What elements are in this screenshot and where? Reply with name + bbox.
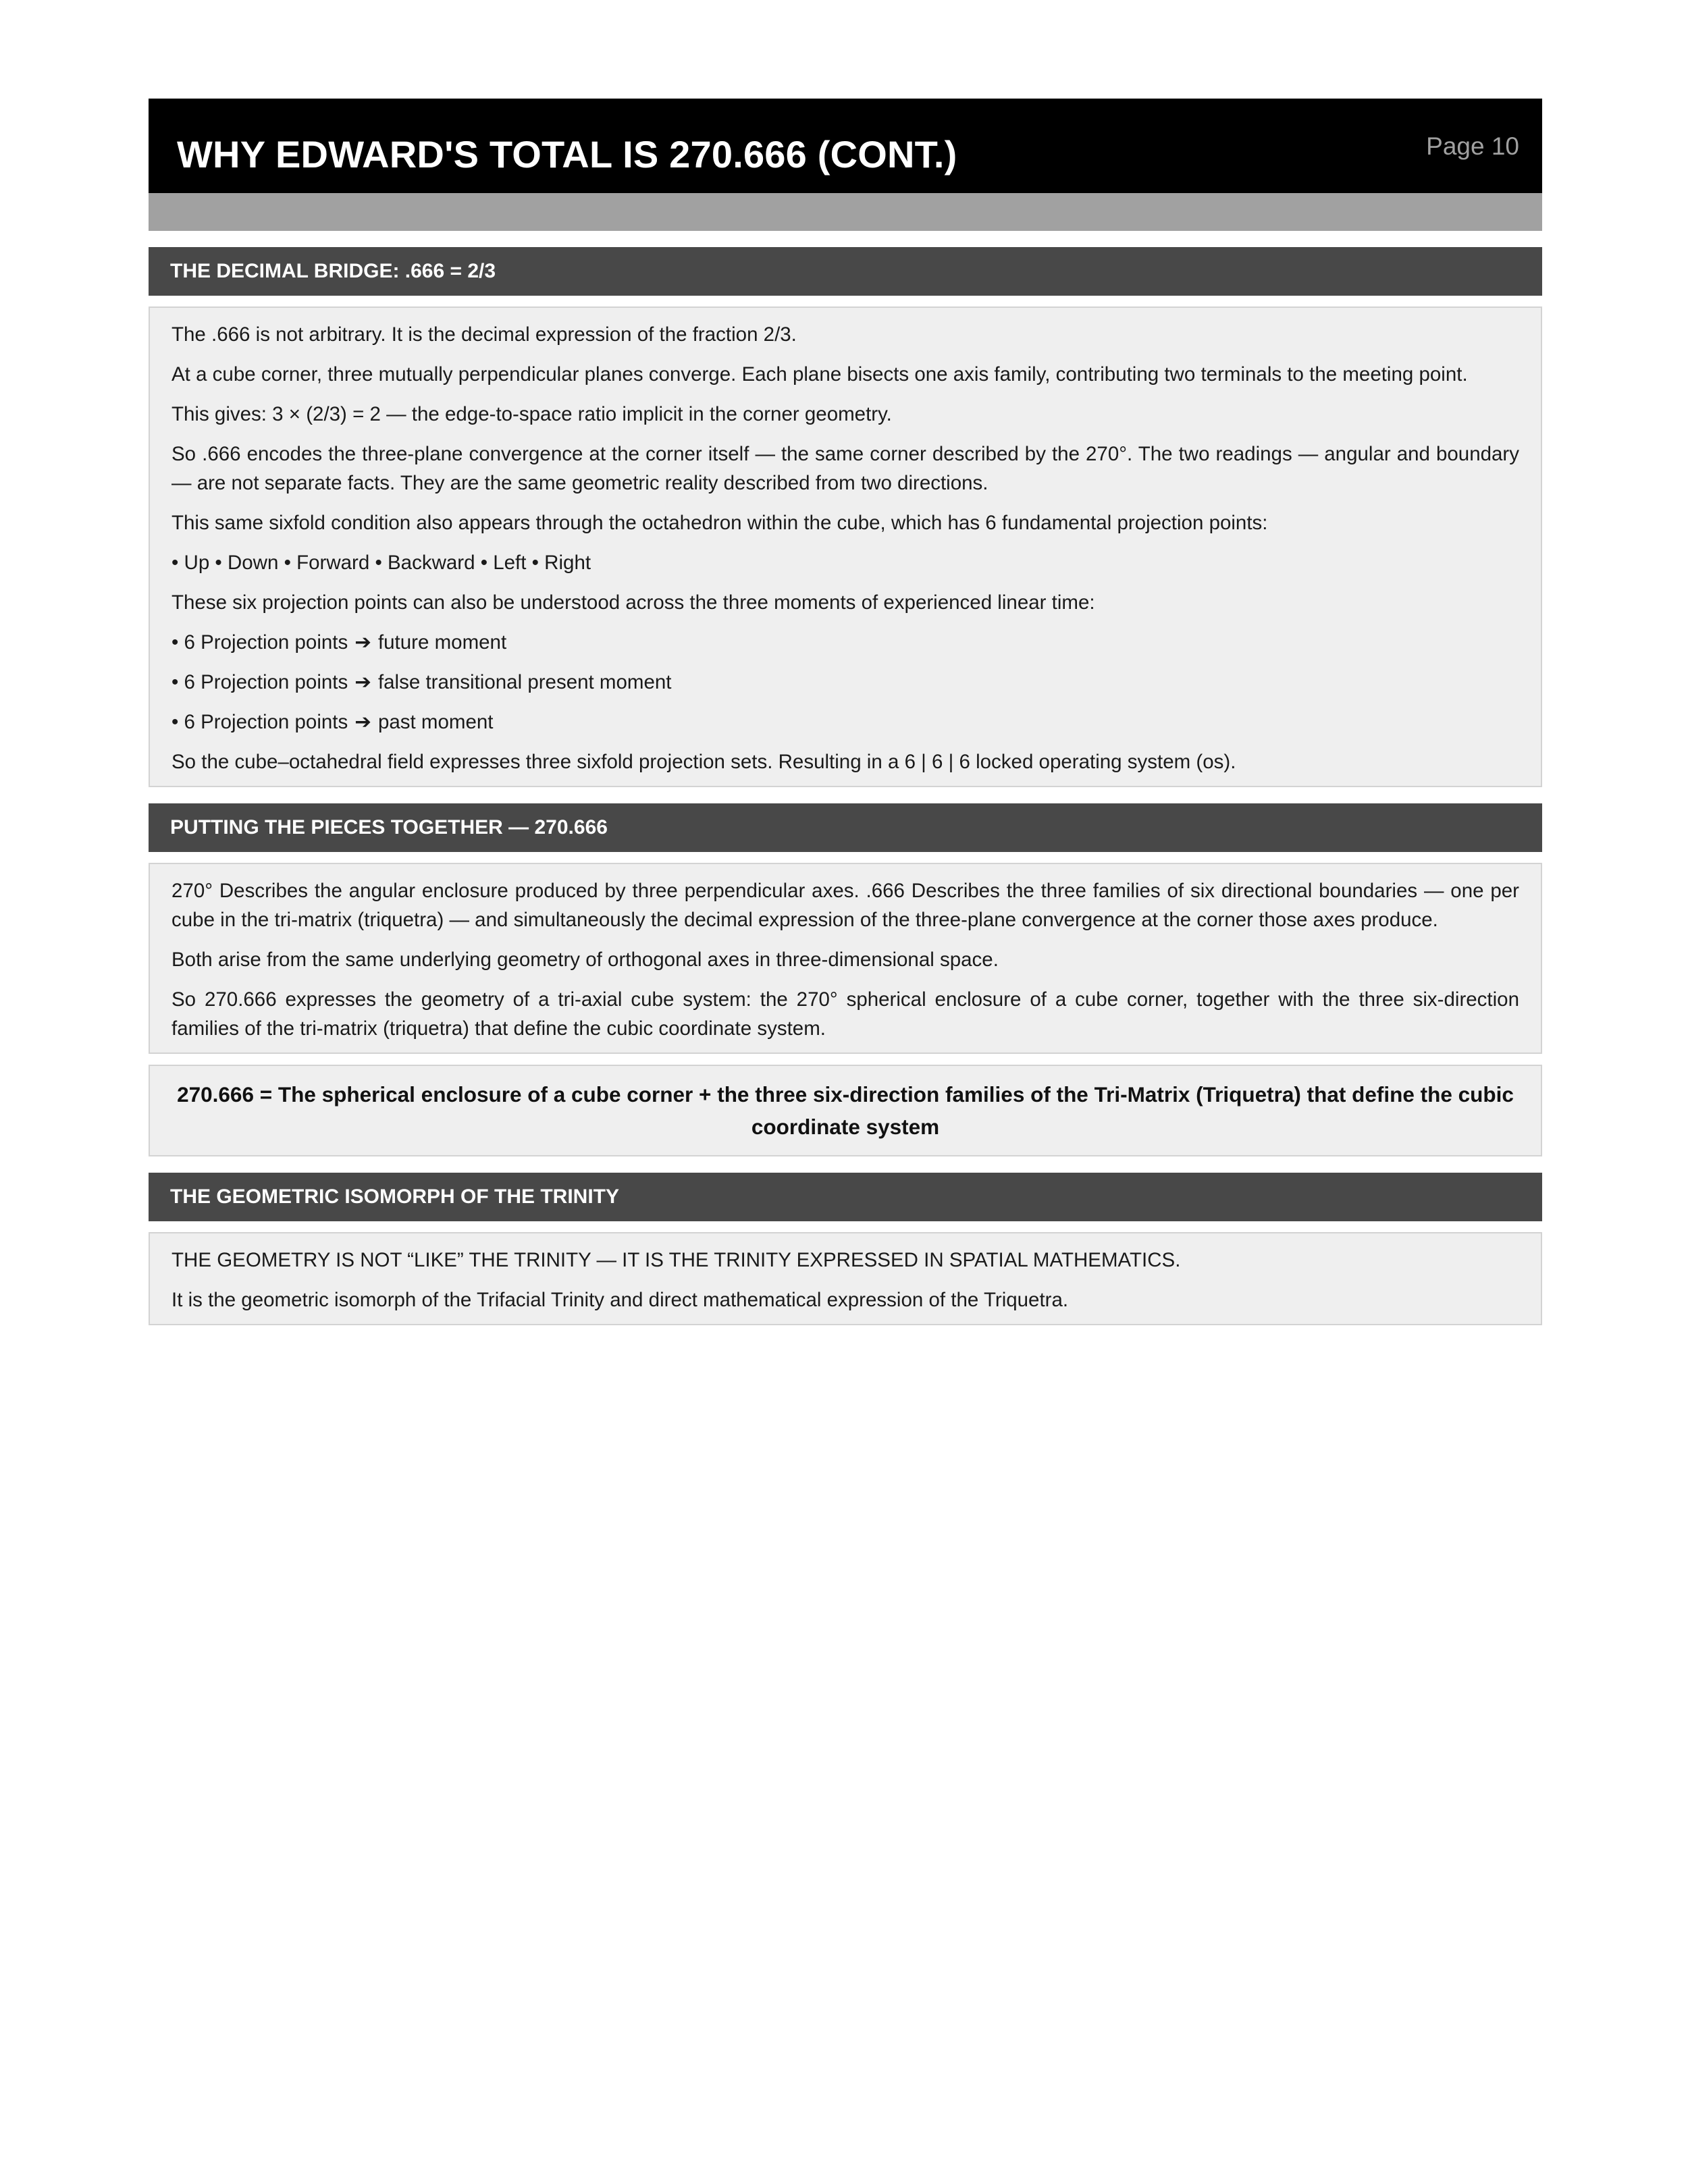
paragraph: This same sixfold condition also appears through the octahedron within the cube, which has 6 fundamental projection points: (172, 512, 1268, 534)
paragraph: This gives: 3 × (2/3) = 2 — the edge-to-space ratio implicit in the corner geometry. (172, 403, 892, 425)
paragraph: These six projection points can also be understood across the three moments of experienced linear time: (172, 591, 1095, 614)
section-heading-isomorph: THE GEOMETRIC ISOMORPH OF THE TRINITY (149, 1173, 1542, 1221)
paragraph: So .666 encodes the three-plane convergence at the corner itself — the same corner described by the 270°. The two readings — angular and boundary — are not separate facts. They are the same geometric reality described from two directions. (172, 443, 1519, 494)
section-body-decimal-bridge (149, 307, 1542, 787)
document-page (149, 99, 1542, 1325)
list-item-target: past moment (377, 711, 494, 733)
paragraph: So 270.666 expresses the geometry of a tri-axial cube system: the 270° spherical enclosure of a cube corner, together with the three six-direction families of the tri-matrix (triquetra) that define the cubic coordinate system. (172, 988, 1519, 1040)
right-arrow-icon: ➔ (354, 671, 371, 693)
title-bar (149, 99, 1542, 193)
paragraph: It is the geometric isomorph of the Trifacial Trinity and direct mathematical expression of the Triquetra. (172, 1289, 1069, 1311)
page-number: Page 10 (1426, 132, 1519, 160)
paragraph: Both arise from the same underlying geometry of orthogonal axes in three-dimensional space. (172, 949, 999, 971)
list-item (172, 708, 1519, 737)
direction-list: • Up • Down • Forward • Backward • Left • Right (172, 552, 591, 574)
paragraph: At a cube corner, three mutually perpendicular planes converge. Each plane bisects one axis family, contributing two terminals to the meeting point. (172, 363, 1468, 385)
list-item-lead: • 6 Projection points (172, 711, 348, 733)
paragraph: The .666 is not arbitrary. It is the decimal expression of the fraction 2/3. (172, 323, 797, 346)
paragraph: So the cube–octahedral field expresses three sixfold projection sets. Resulting in a 6 | 6 | 6 locked operating system (os). (172, 751, 1236, 773)
right-arrow-icon: ➔ (354, 711, 371, 733)
paragraph: 270° Describes the angular enclosure produced by three perpendicular axes. .666 Describes the three families of six directional boundaries — one per cube in the tri-matrix (triquetra) — and simultaneously the decimal expression of the three-plane convergence at the corner those axes produce. (172, 880, 1519, 931)
list-item-lead: • 6 Projection points (172, 671, 348, 693)
list-item-target: future moment (377, 631, 507, 654)
list-item (172, 668, 1519, 697)
title-underline-strip (149, 193, 1542, 231)
section-body-pieces-together (149, 863, 1542, 1054)
page-title: WHY EDWARD'S TOTAL IS 270.666 (CONT.) (177, 133, 957, 176)
list-item-lead: • 6 Projection points (172, 631, 348, 654)
summary-statement: 270.666 = The spherical enclosure of a cube corner + the three six-direction families of the Tri-Matrix (Triquetra) that define the cubic coordinate system (149, 1065, 1542, 1156)
section-body-isomorph (149, 1232, 1542, 1325)
list-item-target: false transitional present moment (377, 671, 672, 693)
section-heading-decimal-bridge: THE DECIMAL BRIDGE: .666 = 2/3 (149, 247, 1542, 296)
right-arrow-icon: ➔ (354, 631, 371, 654)
section-heading-pieces-together: PUTTING THE PIECES TOGETHER — 270.666 (149, 803, 1542, 852)
paragraph: THE GEOMETRY IS NOT “LIKE” THE TRINITY — IT IS THE TRINITY EXPRESSED IN SPATIAL MATHEMATICS. (172, 1249, 1181, 1271)
list-item (172, 628, 1519, 657)
